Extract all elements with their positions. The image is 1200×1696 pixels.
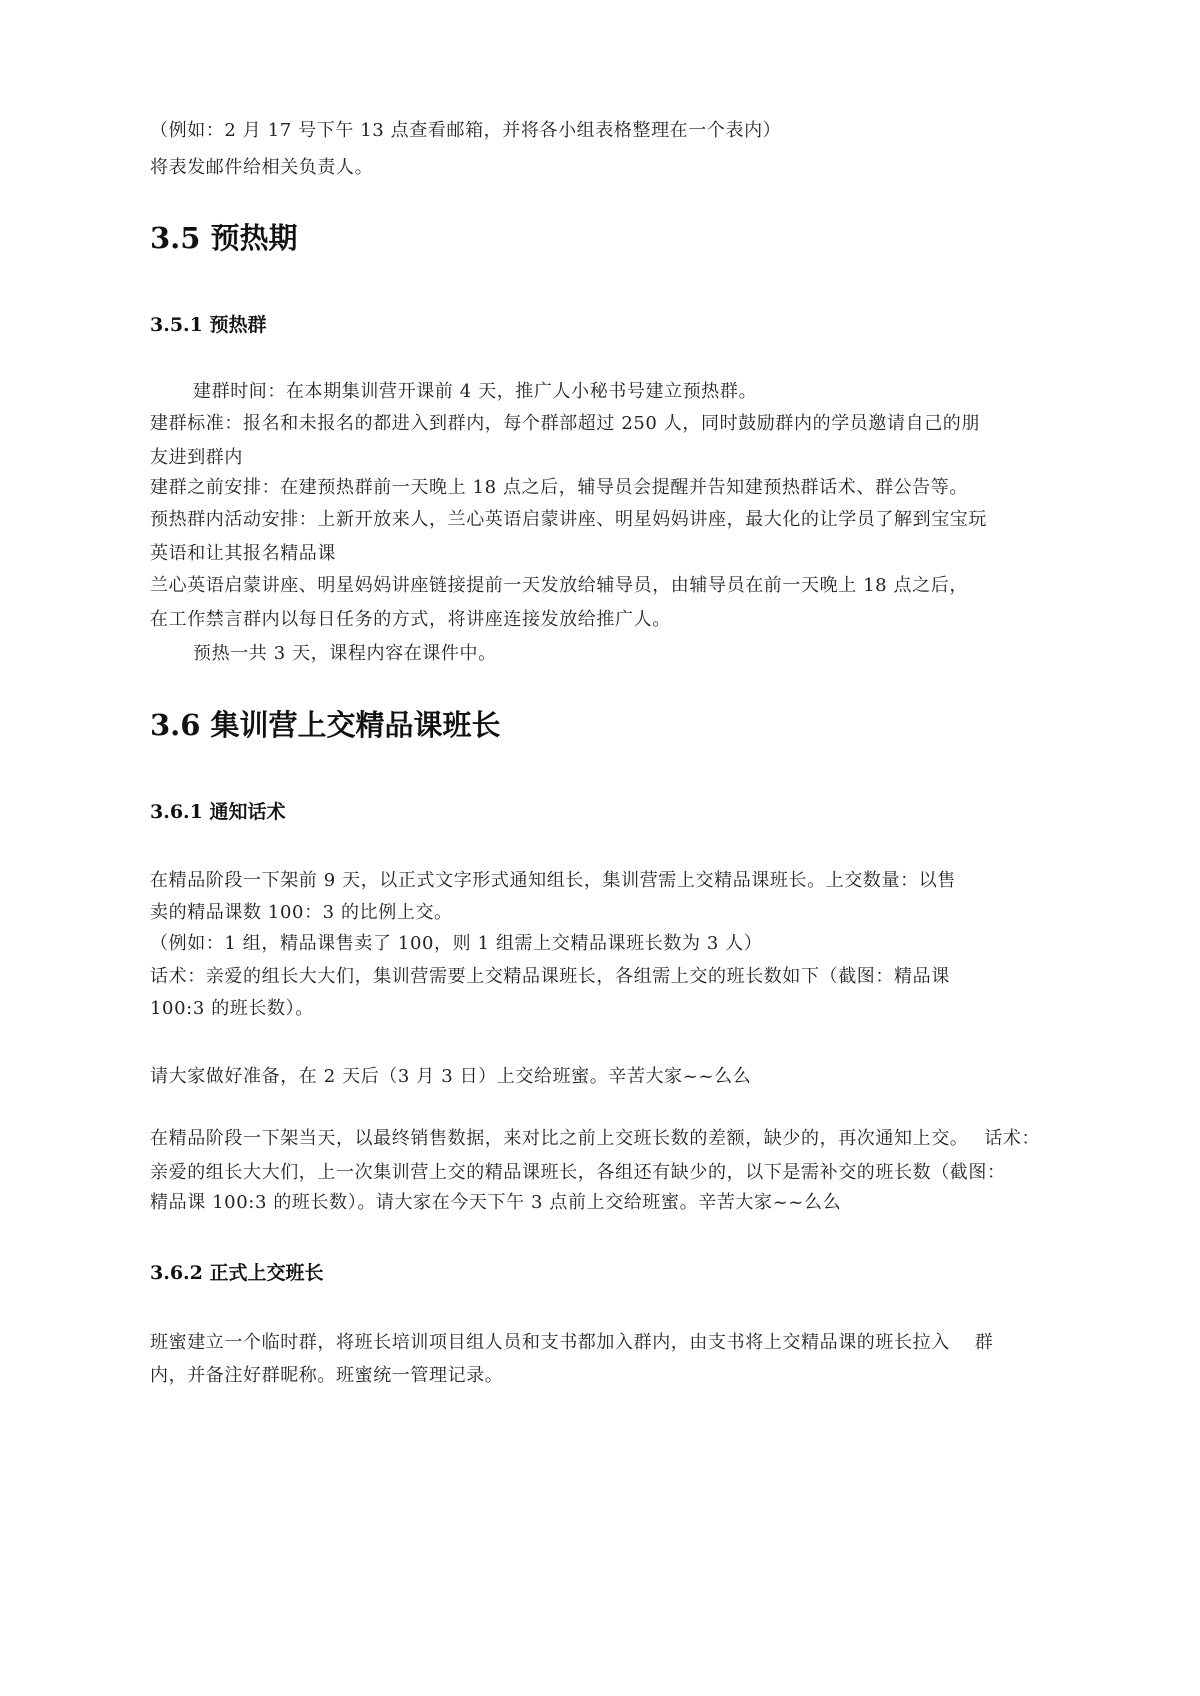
- section-heading-3-5: 3.5 预热期: [150, 221, 298, 255]
- subsection-heading-3-5-1: 3.5.1 预热群: [150, 314, 267, 336]
- paragraph-line: 预热群内活动安排：上新开放来人，兰心英语启蒙讲座、明星妈妈讲座，最大化的让学员了解到宝宝玩: [150, 509, 987, 530]
- paragraph-line: 内，并备注好群昵称。班蜜统一管理记录。: [150, 1365, 504, 1386]
- paragraph-line: 将表发邮件给相关负责人。: [150, 157, 374, 178]
- section-heading-3-6: 3.6 集训营上交精品课班长: [150, 708, 501, 742]
- subsection-heading-3-6-2: 3.6.2 正式上交班长: [150, 1262, 324, 1284]
- paragraph-line: 建群之前安排：在建预热群前一天晚上 18 点之后，辅导员会提醒并告知建预热群话术、群公告等。: [150, 477, 968, 498]
- subsection-heading-3-6-1: 3.6.1 通知话术: [150, 801, 286, 823]
- paragraph-line: 建群时间：在本期集训营开课前 4 天，推广人小秘书号建立预热群。: [193, 381, 758, 402]
- paragraph-line: 建群标准：报名和未报名的都进入到群内，每个群部超过 250 人，同时鼓励群内的学员邀请自己的朋: [150, 413, 980, 434]
- paragraph-line: 亲爱的组长大大们，上一次集训营上交的精品课班长，各组还有缺少的，以下是需补交的班长数（截图：: [150, 1162, 1006, 1183]
- paragraph-line: 英语和让其报名精品课: [150, 543, 336, 564]
- paragraph-line: 预热一共 3 天，课程内容在课件中。: [193, 643, 497, 664]
- paragraph-line: 请大家做好准备，在 2 天后（3 月 3 日）上交给班蜜。辛苦大家~~么么: [150, 1066, 752, 1087]
- paragraph-line: 话术：亲爱的组长大大们，集训营需要上交精品课班长，各组需上交的班长数如下（截图：精品课: [150, 966, 950, 987]
- paragraph-line: 精品课 100:3 的班长数）。请大家在今天下午 3 点前上交给班蜜。辛苦大家~~么么: [150, 1192, 842, 1213]
- paragraph-line: 卖的精品课数 100：3 的比例上交。: [150, 902, 453, 923]
- paragraph-line: 班蜜建立一个临时群，将班长培训项目组人员和支书都加入群内，由支书将上交精品课的班长拉入 群: [150, 1332, 994, 1353]
- paragraph-line: 在精品阶段一下架前 9 天，以正式文字形式通知组长，集训营需上交精品课班长。上交数量：以售: [150, 870, 956, 891]
- paragraph-line: （例如：2 月 17 号下午 13 点查看邮箱，并将各小组表格整理在一个表内）: [150, 120, 782, 141]
- paragraph-line: （例如：1 组，精品课售卖了 100，则 1 组需上交精品课班长数为 3 人）: [150, 933, 763, 954]
- paragraph-line: 友进到群内: [150, 447, 243, 468]
- paragraph-line: 兰心英语启蒙讲座、明星妈妈讲座链接提前一天发放给辅导员，由辅导员在前一天晚上 18 点之后，: [150, 575, 968, 596]
- paragraph-line: 在工作禁言群内以每日任务的方式，将讲座连接发放给推广人。: [150, 609, 671, 630]
- paragraph-line: 100:3 的班长数）。: [150, 998, 314, 1019]
- paragraph-line: 在精品阶段一下架当天，以最终销售数据，来对比之前上交班长数的差额，缺少的，再次通知上交。 话术：: [150, 1128, 1041, 1149]
